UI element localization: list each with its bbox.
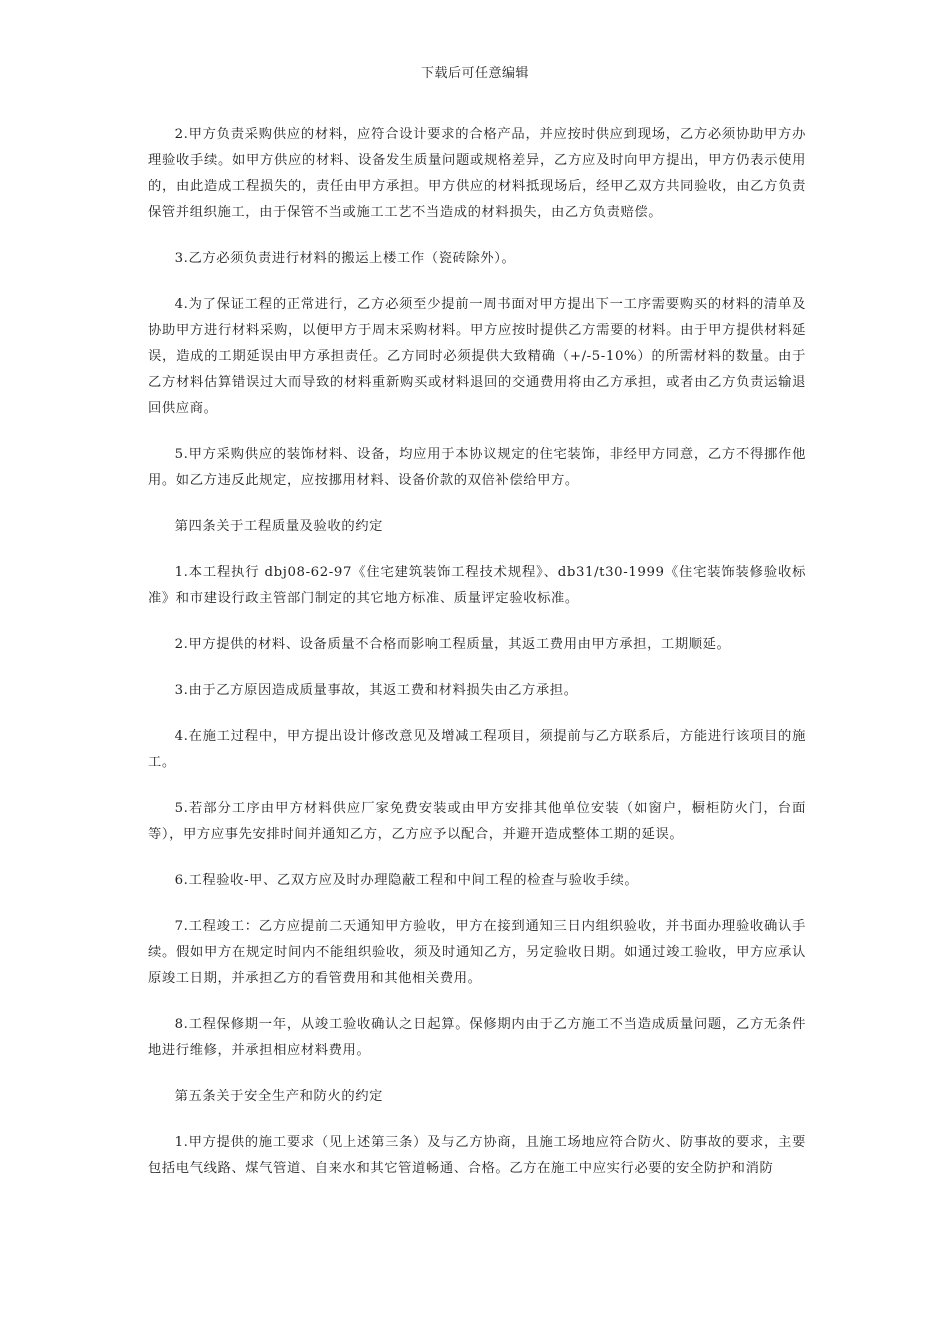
clause-3-item-4: 4.为了保证工程的正常进行，乙方必须至少提前一周书面对甲方提出下一工序需要购买的材料的清单及协助甲方进行材料采购，以便甲方于周末采购材料。甲方应按时提供乙方需要的材料。由于甲方提供材料延误，造成的工期延误由甲方承担责任。乙方同时必须提供大致精确（+/-5-10%）的所需材料的数量。由于乙方材料估算错误过大而导致的材料重新购买或材料退回的交通费用将由乙方承担，或者由乙方负责运输退回供应商。 bbox=[148, 297, 806, 416]
clause-4-item-7: 7.工程竣工：乙方应提前二天通知甲方验收，甲方在接到通知三日内组织验收，并书面办理验收确认手续。假如甲方在规定时间内不能组织验收，须及时通知乙方，另定验收日期。如通过竣工验收，甲方应承认原竣工日期，并承担乙方的看管费用和其他相关费用。 bbox=[148, 919, 806, 986]
clause-4-item-5: 5.若部分工序由甲方材料供应厂家免费安装或由甲方安排其他单位安装（如窗户，橱柜防火门，台面等），甲方应事先安排时间并通知乙方，乙方应予以配合，并避开造成整体工期的延误。 bbox=[148, 801, 806, 842]
clause-4-item-4: 4.在施工过程中，甲方提出设计修改意见及增减工程项目，须提前与乙方联系后，方能进行该项目的施工。 bbox=[148, 729, 806, 770]
document-body bbox=[148, 122, 806, 1202]
section-heading-article-4: 第四条关于工程质量及验收的约定 bbox=[174, 519, 384, 534]
clause-4-item-2: 2.甲方提供的材料、设备质量不合格而影响工程质量，其返工费用由甲方承担，工期顺延。 bbox=[174, 637, 731, 652]
section-heading-article-5: 第五条关于安全生产和防火的约定 bbox=[174, 1089, 384, 1104]
clause-3-item-2: 2.甲方负责采购供应的材料，应符合设计要求的合格产品，并应按时供应到现场，乙方必须协助甲方办理验收手续。如甲方供应的材料、设备发生质量问题或规格差异，乙方应及时向甲方提出，甲方仍表示使用的，由此造成工程损失的，责任由甲方承担。甲方供应的材料抵现场后，经甲乙双方共同验收，由乙方负责保管并组织施工，由于保管不当或施工工艺不当造成的材料损失，由乙方负责赔偿。 bbox=[148, 127, 806, 220]
clause-4-item-8: 8.工程保修期一年，从竣工验收确认之日起算。保修期内由于乙方施工不当造成质量问题，乙方无条件地进行维修，并承担相应材料费用。 bbox=[148, 1017, 806, 1058]
page-header: 下载后可任意编辑 bbox=[420, 66, 529, 81]
clause-5-item-1: 1.甲方提供的施工要求（见上述第三条）及与乙方协商，且施工场地应符合防火、防事故的要求，主要包括电气线路、煤气管道、自来水和其它管道畅通、合格。乙方在施工中应实行必要的安全防护和消防 bbox=[148, 1135, 806, 1176]
clause-3-item-5: 5.甲方采购供应的装饰材料、设备，均应用于本协议规定的住宅装饰，非经甲方同意，乙方不得挪作他用。如乙方违反此规定，应按挪用材料、设备价款的双倍补偿给甲方。 bbox=[148, 447, 806, 488]
clause-3-item-3: 3.乙方必须负责进行材料的搬运上楼工作（瓷砖除外）。 bbox=[174, 251, 516, 266]
clause-4-item-6: 6.工程验收-甲、乙双方应及时办理隐蔽工程和中间工程的检查与验收手续。 bbox=[174, 873, 639, 888]
clause-4-item-1: 1.本工程执行 dbj08-62-97《住宅建筑装饰工程技术规程》、db31/t30-1999《住宅装饰装修验收标准》和市建设行政主管部门制定的其它地方标准、质量评定验收标准。 bbox=[148, 565, 806, 606]
clause-4-item-3: 3.由于乙方原因造成质量事故，其返工费和材料损失由乙方承担。 bbox=[174, 683, 578, 698]
